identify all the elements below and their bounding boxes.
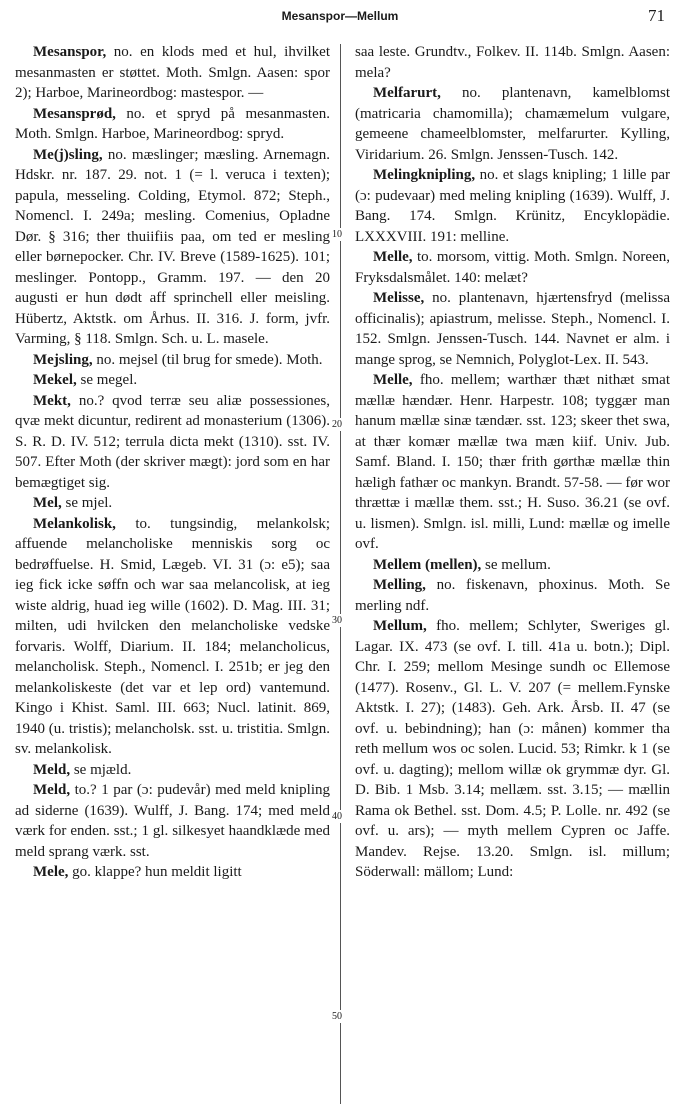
entry-text: no. fiskenavn, phoxinus. Moth. Se merling ndf. (355, 577, 670, 614)
headword: Mele, (33, 864, 69, 880)
dictionary-entry (15, 391, 330, 494)
page-number: 71 (648, 6, 665, 25)
dictionary-entry (15, 760, 330, 781)
running-head: Mesanspor—Mellum (281, 9, 399, 23)
entry-text: saa leste. Grundtv., Folkev. II. 114b. Smlgn. Aasen: mela? (355, 44, 670, 81)
dictionary-entry (15, 42, 330, 104)
line-number: 20 (332, 419, 342, 430)
line-number: 30 (332, 615, 342, 626)
entry-text: to.? 1 par (ɔ: pudevår) med meld knipling ad siderne (1639). Wulff, J. Bang. 174; med meld værk for enden. sst.; 1 gl. silkesyet haandklæde med meld sprang værk. sst. (15, 782, 330, 860)
dictionary-entry (15, 780, 330, 862)
line-number: 50 (332, 1011, 342, 1022)
headword: Melfarurt, (373, 85, 441, 101)
headword: Mellem (mellen), (373, 556, 482, 573)
dictionary-entry (355, 165, 670, 247)
entry-text: no. mæslinger; mæsling. Arnemagn. Hdskr. nr. 187. 29. not. 1 (= l. veruca i texten); papula, messeling. Colding, Etymol. 872; Steph., Nomencl. I. 249a; mesling. Comenius, Opladne Dør. § 316; ther thuiifiis paa, om ted er mesling eller børnepocker. Chr. IV. Breve (1589-1625). 101; meslinger. Pontopp., Gramm. 197. — den 20 augusti er hun dødt aff sprinchell eller meisling. Hübertz, Aktstk. om Århus. II. 316. J. form, jvfr. Varming, § 118. Smlgn. Sch. u. L. masele. (15, 146, 330, 347)
dictionary-entry-continued (355, 42, 670, 83)
dictionary-entry (15, 350, 330, 371)
headword: Mel, (33, 495, 62, 511)
headword: Mesansprød, (33, 105, 116, 122)
dictionary-entry (15, 145, 330, 350)
dictionary-entry (355, 247, 670, 288)
dictionary-entry (355, 288, 670, 370)
dictionary-entry (15, 514, 330, 760)
dictionary-entry (15, 104, 330, 145)
entry-text: fho. mellem; Schlyter, Sweriges gl. Lagar. IX. 473 (se ovf. I. till. 41a u. botn.); Dipl. Chr. I. 259; mellom Mesinge sundh oc Ellemose (1477). Rosenv., Gl. L. V. 207 (= mellem.Fynske Aktstk. I. 27); (1483). Geh. Ark. Årsb. II. 47 (se ovf. u. bebindning); han (ɔ: månen) kommer tha reth mellum wos oc solen. Lucid. 53; Rimkr. k 1 (se ovf. u. dagting); mellom willæ ok grymmæ dyr. Gl. D. Bib. 1 Msb. 3.14; mellæm. sst. 3.15; — mællin Rama ok Bethel. sst. Dom. 4.5; P. Lolle. nr. 492 (se ovf. u. ars); — myth mellem Cypren oc Jaffe. Mandev. Rejse. 13.20. Smlgn. isl. millum; Söderwall: mällom; Lund: (355, 618, 670, 880)
dictionary-entry (355, 83, 670, 165)
headword: Meld, (33, 782, 71, 798)
entry-text: se mellum. (481, 556, 551, 573)
headword: Mejsling, (33, 351, 93, 368)
dictionary-entry (355, 555, 670, 576)
headword: Me(j)sling, (33, 146, 103, 163)
dictionary-entry (355, 616, 670, 883)
dictionary-entry (15, 370, 330, 391)
entry-text: no. et spryd på mesanmasten. Moth. Smlgn. Harboe, Marineordbog: spryd. (15, 105, 330, 142)
headword: Mesanspor, (33, 44, 107, 60)
headword: Melisse, (373, 290, 425, 306)
headword: Meld, (33, 761, 71, 778)
entry-text: no.? qvod terræ seu aliæ possessiones, qvæ mekt dicuntur, redirent ad monasterium (1306). S. R. D. IV. 512; terrula dicta mekt (1310). sst. IV. 507. Efter Moth (der skriver mægt): jord som en har bemægtiget sig. (15, 392, 330, 491)
dictionary-entry (355, 575, 670, 616)
dictionary-entry (15, 862, 330, 883)
line-number: 40 (332, 811, 342, 822)
entry-text: fho. mellem; warthær thæt nithæt smat mællæ hændær. Henr. Harpestr. 108; tyggær man hanum mællæ sinæ tændær. sst. 123; skeer thet swa, at thær komær mællæ twa mæn kiif. Univ. Jub. Samf. Bland. I. 150; thær frith gørthæ mællæ thin hæligh fathær oc mankyn. Brandt. 57-58. — før wor thrættæ i mællæ them. sst.; H. Suso. 36.21 (se ovf. u. lismen). Smlgn. isl. milli, Lund: mællæ og imelle ovf. (355, 372, 670, 552)
entry-text: no. plantenavn, hjærtensfryd (melissa officinalis); apiastrum, melisse. Steph., Nomencl. I. 152. Smlgn. Jenssen-Tusch. 144. Navnet er alm. i mange sprog, se Nemnich, Polyglot-Lex. II. 543. (355, 290, 670, 368)
headword: Mekt, (33, 392, 71, 409)
entry-text: to. tungsindig, melankolsk; affuende melancholiske menniskis sorg oc bedrøffuelse. H. Smid, Lægeb. VI. 31 (ɔ: e5); saa ieg fick icke søffn och war saa melancolisk, at ieg wiste aldrig, huad ieg wille (1602). D. Mag. III. 31; milten, udi hvilcken den melancholiske vedske forvaris. Wolff, Diarium. II. 184; melancholicus, melancholisk. Steph., Nomencl. I. 251b; er jeg den melankoliskeste (det var et lep ord) vantemund. Kingo i Khist. Saml. III. 663; Nucl. latinit. 869, 1940 (u. tristis); melancholsk. sst. u. tristitia. Smlgn. sv. melankolisk. (15, 515, 330, 757)
entry-text: to. morsom, vittig. Moth. Smlgn. Noreen, Fryksdalsmålet. 140: melæt? (355, 249, 670, 286)
dictionary-entry (15, 493, 330, 514)
entry-text: go. klappe? hun meldit ligitt (68, 864, 242, 880)
entry-text: no. en klods med et hul, ihvilket mesanmasten er støttet. Moth. Smlgn. Aasen: spor 2); Harboe, Marineordbog: mastespor. — (15, 44, 330, 101)
headword: Melingknipling, (373, 167, 476, 183)
headword: Mekel, (33, 372, 77, 388)
dictionary-entry (355, 370, 670, 555)
entry-text: no. mejsel (til brug for smede). Moth. (92, 351, 323, 368)
headword: Melankolisk, (33, 515, 116, 532)
entry-text: no. et slags knipling; 1 lille par (ɔ: pudevaar) med meling knipling (1639). Wulff, J. Bang. 174. Smlgn. Krünitz, Encyklopädie. LXXXVIII. 191: melline. (355, 167, 670, 245)
column-rule (340, 44, 341, 1104)
headword: Melling, (373, 577, 426, 593)
right-column (355, 42, 670, 1110)
entry-text: se megel. (76, 372, 138, 388)
entry-text: no. plantenavn, kamelblomst (matricaria chamomilla); chamæmelum vulgare, gemeene chameelblomster, melfarurter. Kylling, Viridarium. 26. Smlgn. Jenssen-Tusch. 142. (355, 85, 670, 163)
line-number: 10 (332, 229, 342, 240)
entry-text: se mjæld. (70, 761, 132, 778)
entry-text: se mjel. (61, 495, 113, 511)
headword: Melle, (373, 372, 413, 388)
page-header (0, 4, 680, 32)
headword: Mellum, (373, 618, 427, 634)
headword: Melle, (373, 249, 413, 265)
left-column (15, 42, 330, 1110)
